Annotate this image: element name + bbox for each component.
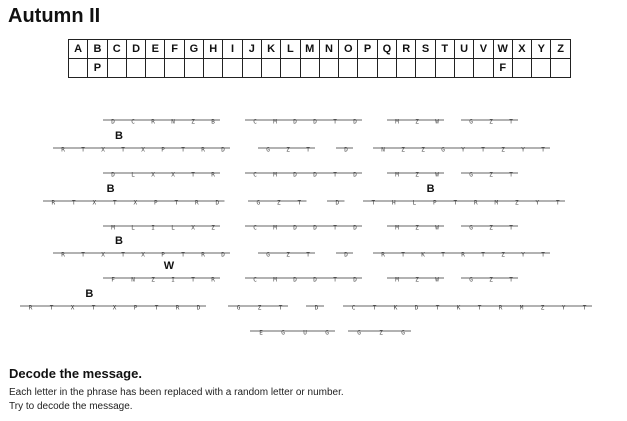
cipher-letter: L: [171, 224, 175, 232]
key-letter-w: W: [493, 40, 512, 59]
key-letter-n: N: [319, 40, 338, 59]
cipher-word: [363, 183, 565, 207]
cipher-letter: T: [174, 199, 179, 207]
cipher-letter: D: [314, 304, 319, 312]
cipher-letter: R: [211, 171, 215, 179]
cipher-letter: T: [278, 304, 283, 312]
cipher-letter: T: [435, 304, 440, 312]
cipher-letter: M: [519, 304, 524, 312]
cipher-letter: T: [372, 304, 377, 312]
cipher-letter: G: [469, 224, 473, 232]
cipher-letter: D: [215, 199, 220, 207]
cipher-letter: D: [111, 118, 115, 126]
cipher-letter: T: [181, 251, 185, 259]
alphabet-row: [69, 40, 571, 59]
cipher-letter: T: [509, 171, 513, 179]
cipher-letter: P: [153, 199, 158, 207]
instructions-line-1: Each letter in the phrase has been replaced with a random letter or number.: [9, 387, 344, 398]
key-answer-c[interactable]: [107, 59, 126, 78]
cipher-letter: M: [395, 224, 399, 232]
key-letter-d: D: [126, 40, 145, 59]
cipher-letter: D: [313, 171, 317, 179]
cipher-letter: Z: [489, 171, 493, 179]
cipher-letter: X: [151, 171, 155, 179]
key-answer-y[interactable]: [532, 59, 551, 78]
key-answer-z[interactable]: [551, 59, 570, 78]
cipher-letter: R: [461, 251, 465, 259]
cipher-letter: T: [401, 251, 405, 259]
cipher-letter: Y: [521, 146, 525, 154]
cipher-letter: W: [435, 276, 439, 284]
key-letter-h: H: [204, 40, 223, 59]
cipher-letter: F: [111, 276, 115, 284]
cipher-word: [43, 183, 225, 207]
cipher-word: [387, 119, 444, 126]
cipher-letter: G: [266, 146, 270, 154]
cipher-letter: Z: [489, 276, 493, 284]
key-letter-k: K: [261, 40, 280, 59]
solved-letter: B: [85, 288, 94, 300]
cipher-word: [53, 235, 230, 259]
key-answer-e[interactable]: [146, 59, 165, 78]
cipher-letter: Z: [415, 276, 419, 284]
key-answer-n[interactable]: [319, 59, 338, 78]
key-answer-s[interactable]: [416, 59, 435, 78]
cipher-letter: W: [435, 118, 439, 126]
cipher-letter: R: [201, 146, 205, 154]
cipher-letter: T: [191, 171, 195, 179]
key-letter-l: L: [281, 40, 300, 59]
cipher-letter: C: [253, 171, 257, 179]
key-answer-d[interactable]: [126, 59, 145, 78]
key-answer-f[interactable]: [165, 59, 184, 78]
cipher-word: [461, 277, 518, 284]
cipher-letter: I: [151, 224, 155, 232]
cipher-letter: D: [335, 199, 340, 207]
cipher-letter: T: [154, 304, 159, 312]
cipher-letter: T: [371, 199, 376, 207]
key-letter-e: E: [146, 40, 165, 59]
cipher-letter: T: [71, 199, 76, 207]
cipher-letter: D: [344, 251, 348, 259]
cipher-letter: T: [441, 251, 445, 259]
cipher-letter: L: [131, 224, 135, 232]
cipher-letter: C: [351, 304, 356, 312]
cipher-letter: Z: [489, 118, 493, 126]
cipher-letter: T: [541, 146, 545, 154]
cipher-letter: P: [133, 304, 138, 312]
key-letter-f: F: [165, 40, 184, 59]
cipher-letter: T: [191, 276, 195, 284]
cipher-letter: R: [381, 251, 385, 259]
key-letter-i: I: [223, 40, 242, 59]
key-answer-t[interactable]: [435, 59, 454, 78]
cipher-word: [373, 252, 550, 259]
cipher-letter: Z: [415, 224, 419, 232]
key-letter-p: P: [358, 40, 377, 59]
cipher-letter: G: [441, 146, 445, 154]
key-answer-j[interactable]: [242, 59, 261, 78]
cipher-word: [348, 330, 411, 337]
cipher-letter: Z: [501, 251, 505, 259]
cipher-letter: I: [171, 276, 175, 284]
cipher-letter: G: [281, 329, 285, 337]
cipher-letter: Z: [514, 199, 519, 207]
key-letter-s: S: [416, 40, 435, 59]
cipher-word: [258, 252, 315, 259]
cipher-letter: T: [181, 146, 185, 154]
cipher-letter: T: [509, 276, 513, 284]
cipher-letter: W: [435, 224, 439, 232]
cipher-letter: G: [266, 251, 270, 259]
cipher-letter: D: [313, 224, 317, 232]
cipher-letter: M: [494, 199, 499, 207]
key-letter-t: T: [435, 40, 454, 59]
cipher-letter: D: [293, 118, 297, 126]
cipher-word: [103, 260, 220, 284]
cipher-word: [53, 130, 230, 154]
cipher-word: [373, 147, 550, 154]
cipher-letter: R: [28, 304, 33, 312]
cipher-word: [336, 147, 353, 154]
cipher-letter: Z: [501, 146, 505, 154]
key-letter-g: G: [184, 40, 203, 59]
cipher-letter: T: [121, 251, 125, 259]
cipher-letter: C: [131, 118, 135, 126]
cipher-word: [245, 225, 362, 232]
key-answer-i[interactable]: [223, 59, 242, 78]
key-letter-b: B: [88, 40, 107, 59]
cipher-letter: G: [236, 304, 241, 312]
cipher-letter: D: [293, 171, 297, 179]
cipher-letter: N: [381, 146, 385, 154]
cipher-word: [103, 225, 220, 232]
cipher-letter: D: [196, 304, 201, 312]
key-answer-x[interactable]: [512, 59, 531, 78]
cipher-letter: T: [481, 146, 485, 154]
solved-letter: B: [115, 235, 123, 247]
cipher-letter: K: [421, 251, 425, 259]
cipher-letter: Z: [286, 251, 290, 259]
cipher-letter: Z: [379, 329, 383, 337]
cipher-letter: T: [555, 199, 560, 207]
cipher-letter: X: [92, 199, 97, 207]
cipher-letter: Z: [191, 118, 195, 126]
cipher-word: [387, 225, 444, 232]
cipher-letter: T: [481, 251, 485, 259]
cipher-letter: Y: [461, 146, 465, 154]
page-title: Autumn II: [8, 5, 101, 27]
cipher-letter: N: [171, 118, 175, 126]
cipher-word: [245, 277, 362, 284]
key-letter-a: A: [69, 40, 88, 59]
cipher-letter: R: [211, 276, 215, 284]
cipher-letter: R: [498, 304, 503, 312]
key-answer-a[interactable]: [69, 59, 88, 78]
answer-row: [69, 59, 571, 78]
cipher-letter: M: [111, 224, 115, 232]
cipher-letter: M: [273, 171, 277, 179]
cipher-word: [245, 172, 362, 179]
cipher-puzzle: [0, 108, 627, 343]
cipher-letter: R: [175, 304, 180, 312]
cipher-word: [387, 277, 444, 284]
cipher-letter: Z: [415, 118, 419, 126]
cipher-letter: D: [353, 224, 357, 232]
key-answer-b[interactable]: P: [88, 59, 107, 78]
key-letter-u: U: [454, 40, 473, 59]
instructions-heading: Decode the message.: [9, 366, 142, 381]
cipher-key-table: [68, 39, 571, 78]
key-answer-r[interactable]: [397, 59, 416, 78]
cipher-letter: K: [393, 304, 398, 312]
cipher-letter: Z: [489, 224, 493, 232]
cipher-letter: T: [509, 118, 513, 126]
cipher-letter: T: [333, 118, 337, 126]
key-letter-v: V: [474, 40, 493, 59]
cipher-letter: H: [391, 199, 396, 207]
cipher-letter: R: [194, 199, 199, 207]
cipher-letter: G: [357, 329, 361, 337]
cipher-letter: D: [221, 146, 225, 154]
cipher-letter: X: [141, 146, 145, 154]
cipher-letter: Z: [276, 199, 281, 207]
cipher-letter: T: [582, 304, 587, 312]
cipher-word: [461, 225, 518, 232]
cipher-letter: D: [111, 171, 115, 179]
key-letter-o: O: [339, 40, 358, 59]
cipher-word: [103, 172, 220, 179]
cipher-letter: T: [333, 171, 337, 179]
cipher-letter: G: [469, 276, 473, 284]
cipher-letter: X: [191, 224, 195, 232]
cipher-letter: D: [353, 276, 357, 284]
key-answer-l[interactable]: [281, 59, 300, 78]
cipher-letter: D: [221, 251, 225, 259]
cipher-letter: G: [401, 329, 405, 337]
cipher-letter: Y: [561, 304, 566, 312]
key-answer-p[interactable]: [358, 59, 377, 78]
cipher-letter: U: [303, 329, 307, 337]
cipher-letter: T: [49, 304, 54, 312]
cipher-letter: Z: [286, 146, 290, 154]
cipher-letter: Y: [521, 251, 525, 259]
cipher-letter: M: [273, 224, 277, 232]
cipher-word: [336, 252, 353, 259]
cipher-letter: T: [333, 276, 337, 284]
cipher-letter: R: [61, 251, 65, 259]
cipher-letter: M: [395, 118, 399, 126]
cipher-letter: M: [395, 276, 399, 284]
key-answer-v[interactable]: [474, 59, 493, 78]
cipher-letter: P: [432, 199, 437, 207]
cipher-letter: D: [293, 224, 297, 232]
cipher-letter: X: [141, 251, 145, 259]
cipher-letter: G: [469, 118, 473, 126]
cipher-letter: D: [414, 304, 419, 312]
cipher-letter: Z: [421, 146, 425, 154]
cipher-letter: Z: [151, 276, 155, 284]
cipher-letter: G: [256, 199, 261, 207]
key-letter-x: X: [512, 40, 531, 59]
key-letter-z: Z: [551, 40, 570, 59]
cipher-letter: X: [133, 199, 138, 207]
key-answer-q[interactable]: [377, 59, 396, 78]
cipher-word: [306, 305, 324, 312]
key-letter-m: M: [300, 40, 319, 59]
cipher-word: [248, 200, 307, 207]
cipher-letter: T: [81, 146, 85, 154]
cipher-letter: Z: [257, 304, 262, 312]
cipher-letter: R: [151, 118, 155, 126]
cipher-letter: T: [297, 199, 302, 207]
cipher-letter: M: [395, 171, 399, 179]
cipher-word: [245, 119, 362, 126]
cipher-letter: T: [453, 199, 458, 207]
cipher-letter: E: [259, 329, 263, 337]
cipher-letter: L: [412, 199, 417, 207]
cipher-letter: T: [306, 146, 310, 154]
cipher-word: [20, 288, 206, 312]
cipher-letter: X: [101, 251, 105, 259]
key-answer-w[interactable]: F: [493, 59, 512, 78]
cipher-letter: D: [313, 276, 317, 284]
cipher-letter: Z: [401, 146, 405, 154]
cipher-word: [387, 172, 444, 179]
cipher-letter: R: [201, 251, 205, 259]
cipher-letter: X: [171, 171, 175, 179]
solved-letter: W: [163, 260, 175, 272]
cipher-letter: T: [121, 146, 125, 154]
cipher-letter: X: [101, 146, 105, 154]
cipher-word: [250, 330, 335, 337]
key-letter-q: Q: [377, 40, 396, 59]
cipher-word: [258, 147, 315, 154]
cipher-letter: Z: [211, 224, 215, 232]
key-letter-y: Y: [532, 40, 551, 59]
cipher-letter: T: [112, 199, 117, 207]
solved-letter: B: [106, 183, 115, 195]
cipher-word: [103, 119, 220, 126]
solved-letter: B: [115, 130, 123, 142]
cipher-letter: B: [211, 118, 215, 126]
cipher-letter: Z: [415, 171, 419, 179]
key-letter-j: J: [242, 40, 261, 59]
solved-letter: B: [426, 183, 435, 195]
key-answer-g[interactable]: [184, 59, 203, 78]
cipher-letter: T: [477, 304, 482, 312]
cipher-letter: P: [161, 251, 165, 259]
cipher-letter: R: [473, 199, 478, 207]
cipher-letter: T: [333, 224, 337, 232]
cipher-letter: K: [456, 304, 461, 312]
cipher-word: [461, 172, 518, 179]
cipher-letter: T: [306, 251, 310, 259]
cipher-letter: M: [273, 118, 277, 126]
key-answer-u[interactable]: [454, 59, 473, 78]
key-letter-c: C: [107, 40, 126, 59]
cipher-letter: L: [131, 171, 135, 179]
cipher-letter: P: [161, 146, 165, 154]
cipher-letter: D: [353, 171, 357, 179]
cipher-letter: D: [293, 276, 297, 284]
cipher-letter: M: [273, 276, 277, 284]
cipher-letter: N: [131, 276, 135, 284]
cipher-letter: R: [51, 199, 56, 207]
cipher-letter: G: [325, 329, 329, 337]
cipher-word: [327, 200, 345, 207]
key-answer-h[interactable]: [204, 59, 223, 78]
cipher-letter: T: [541, 251, 545, 259]
cipher-letter: X: [112, 304, 117, 312]
cipher-letter: X: [70, 304, 75, 312]
cipher-letter: Z: [540, 304, 545, 312]
cipher-letter: W: [435, 171, 439, 179]
cipher-letter: C: [253, 118, 257, 126]
key-answer-o[interactable]: [339, 59, 358, 78]
cipher-letter: C: [253, 224, 257, 232]
instructions-line-2: Try to decode the message.: [9, 401, 133, 412]
cipher-letter: C: [253, 276, 257, 284]
cipher-letter: D: [344, 146, 348, 154]
cipher-letter: G: [469, 171, 473, 179]
cipher-letter: T: [509, 224, 513, 232]
cipher-word: [461, 119, 518, 126]
cipher-word: [228, 305, 288, 312]
cipher-letter: T: [91, 304, 96, 312]
cipher-letter: R: [61, 146, 65, 154]
key-answer-m[interactable]: [300, 59, 319, 78]
key-answer-k[interactable]: [261, 59, 280, 78]
cipher-letter: Y: [535, 199, 540, 207]
cipher-word: [343, 305, 592, 312]
cipher-letter: D: [313, 118, 317, 126]
cipher-letter: T: [81, 251, 85, 259]
cipher-letter: D: [353, 118, 357, 126]
key-letter-r: R: [397, 40, 416, 59]
